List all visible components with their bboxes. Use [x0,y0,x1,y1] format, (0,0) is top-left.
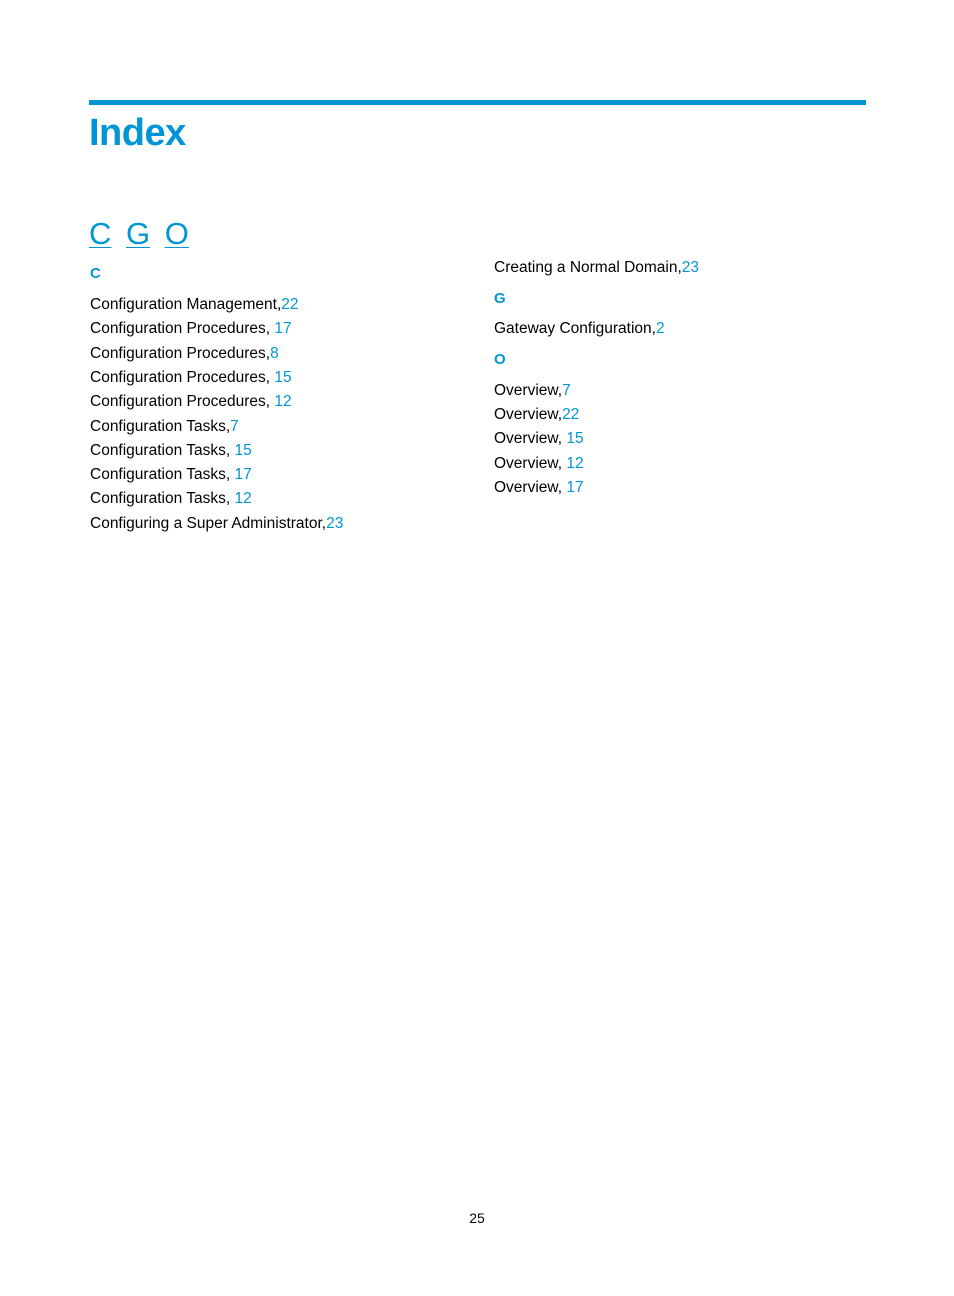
page-link[interactable]: 8 [270,345,279,362]
page-link[interactable]: 12 [274,393,292,410]
letter-jump-bar [89,214,195,254]
index-entry: Configuration Management,22 [90,296,299,313]
index-entry: Overview,22 [494,406,580,423]
jump-link-o[interactable]: O [164,216,189,251]
index-entry: Overview,7 [494,382,571,399]
page-link[interactable]: 2 [655,320,665,337]
page-link[interactable]: 12 [566,455,584,472]
page-title: Index [89,112,186,154]
index-entry: Gateway Configuration,2 [494,320,665,337]
index-entry: Overview, 17 [494,479,584,496]
page-link[interactable]: 7 [562,382,571,399]
index-entry: Overview, 15 [494,430,584,447]
page-link[interactable]: 22 [281,296,299,313]
page-link[interactable]: 15 [566,430,584,447]
page-link[interactable]: 23 [681,259,700,276]
page-link[interactable]: 7 [230,418,239,435]
jump-link-g[interactable]: G [126,216,151,251]
page-link[interactable]: 23 [326,515,344,532]
page-link[interactable]: 17 [274,320,292,337]
section-letter-c: C [90,265,101,282]
index-entry: Configuration Tasks, 15 [90,442,252,459]
title-rule [89,100,866,105]
section-letter-o: O [494,351,506,368]
page-link[interactable]: 17 [566,479,584,496]
page-number: 25 [469,1210,485,1226]
index-entry: Configuration Tasks,7 [90,418,239,435]
index-entry: Configuration Procedures, 17 [90,320,292,337]
index-entry: Configuration Procedures,8 [90,345,279,362]
index-entry: Configuring a Super Administrator,23 [90,515,344,532]
index-entry: Configuration Tasks, 12 [90,490,252,507]
index-entry: Overview, 12 [494,455,584,472]
jump-link-c[interactable]: C [89,216,112,251]
page-link[interactable]: 15 [234,442,252,459]
page-link[interactable]: 15 [274,369,292,386]
page-link[interactable]: 22 [562,406,580,423]
index-entry: Configuration Procedures, 12 [90,393,292,410]
page-link[interactable]: 12 [234,490,252,507]
index-entry: Creating a Normal Domain,23 [494,259,700,276]
index-entry: Configuration Procedures, 15 [90,369,292,386]
index-entry: Configuration Tasks, 17 [90,466,252,483]
page-link[interactable]: 17 [234,466,252,483]
section-letter-g: G [494,290,506,307]
